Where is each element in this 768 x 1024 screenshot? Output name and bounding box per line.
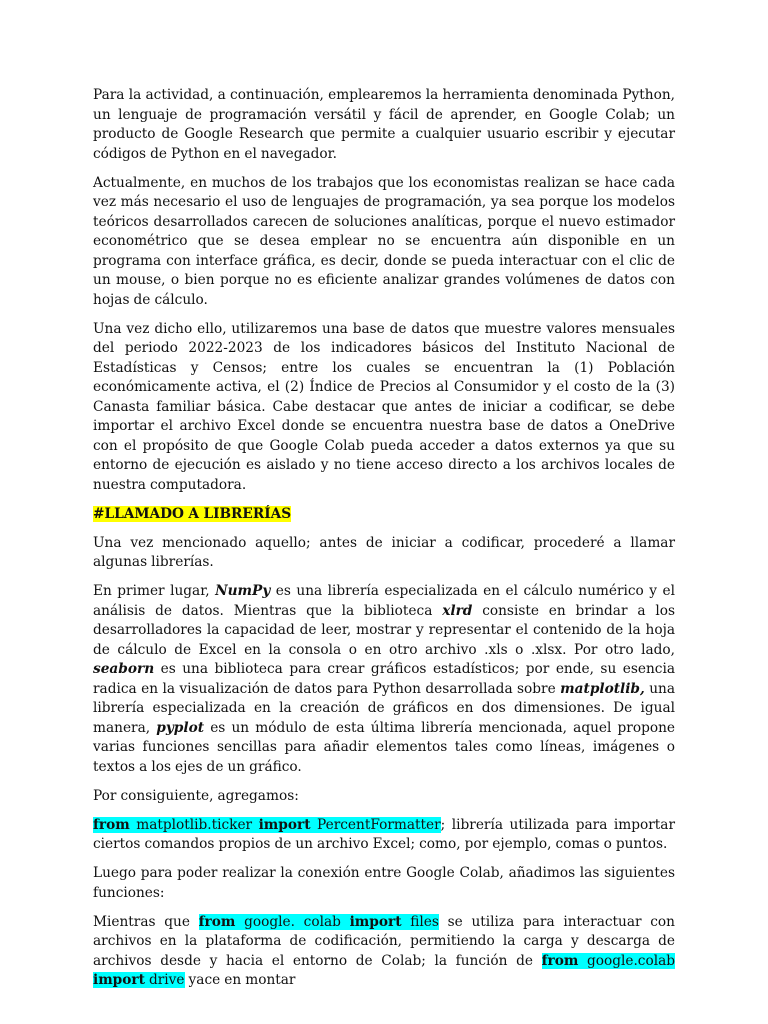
text-run: es un módulo de esta última librería mencionada, aquel propone varias funciones sencillas para añadir elementos tales como líneas, imágenes o textos a los ejes de un gráfico.: [93, 719, 675, 775]
paragraph-database: Una vez dicho ello, utilizaremos una base de datos que muestre valores mensuales del periodo 2022-2023 de los indicadores básicos del Instituto Nacional de Estadísticas y Censos; entre los cuales se encuentran la (1) Población económicamente activa, el (2) Índice de Precios al Consumidor y el costo de la (3) Canasta familiar básica. Cabe destacar que antes de iniciar a codificar, se debe importar el archivo Excel donde se encuentra nuestra base de datos a OneDrive con el propósito de que Google Colab pueda acceder a datos externos ya que su entorno de ejecución es aislado y no tiene acceso directo a los archivos locales de nuestra computadora.: [93, 320, 675, 493]
term-matplotlib: matplotlib,: [560, 680, 645, 697]
code-name: PercentFormatter: [310, 816, 441, 833]
paragraph-libraries-description: [93, 582, 675, 777]
text-run: se utiliza para interactuar con archivos en la plataforma de codificación, permitiendo la carga y descarga de archivos desde y hacia el entorno de Colab; la función de: [93, 913, 675, 969]
code-module: google.colab: [578, 952, 676, 969]
paragraph-colab-files-drive: [93, 913, 675, 991]
keyword-import: import: [349, 913, 402, 930]
paragraph-economists-programming: Actualmente, en muchos de los trabajos que los economistas realizan se hace cada vez más necesario el uso de lenguajes de programación, ya sea porque los modelos teóricos desarrollados carecen de soluciones analíticas, porque el nuevo estimador econométrico que se desea emplear no se encuentra aún disponible en un programa con interface gráfica, es decir, donde se pueda interactuar con el clic de un mouse, o bien porque no es eficiente analizar grandes volúmenes de datos con hojas de cálculo.: [93, 174, 675, 308]
section-heading: [93, 505, 675, 525]
text-run: ; librería utilizada para importar ciertos comandos propios de un archivo Excel; como, por ejemplo, comas o puntos.: [93, 816, 675, 852]
heading-highlight: #LLAMADO A LIBRERÍAS: [93, 505, 292, 522]
keyword-from: from: [198, 913, 236, 930]
code-import-percentformatter: [93, 817, 441, 833]
term-seaborn: seaborn: [93, 661, 155, 677]
paragraph-percent-formatter: [93, 816, 675, 855]
paragraph-colab-connection: Luego para poder realizar la conexión entre Google Colab, añadimos las siguientes funciones:: [93, 865, 675, 901]
code-module: matplotlib.ticker: [129, 816, 259, 833]
keyword-import: import: [258, 816, 311, 833]
term-xlrd: xlrd: [442, 602, 473, 619]
text-run: es una biblioteca para crear gráficos estadísticos; por ende, su esencia radica en la visualización de datos para Python desarrollada sobre: [93, 661, 675, 697]
term-numpy: NumPy: [215, 583, 271, 599]
keyword-from: from: [541, 952, 579, 969]
paragraph-intro-python: Para la actividad, a continuación, emplearemos la herramienta denominada Python, un lenguaje de programación versátil y fácil de aprender, en Google Colab; un producto de Google Research que permite a cualquier usuario escribir y ejecutar códigos de Python en el navegador.: [93, 87, 675, 162]
text-run: consiste en brindar a los desarrolladores la capacidad de leer, mostrar y representar el contenido de la hoja de cálculo de Excel en la consola o en otro archivo .xls o .xlsx. Por otro lado,: [93, 602, 676, 658]
code-import-files: [199, 914, 439, 930]
text-run: yace en montar: [184, 972, 296, 988]
keyword-from: from: [93, 816, 130, 833]
paragraph-we-add: Por consiguiente, agregamos:: [93, 787, 299, 804]
text-run: una librería especializada en la creación de gráficos en dos dimensiones. De igual manera,: [93, 680, 676, 736]
text-run: Mientras que: [93, 913, 199, 930]
code-name: files: [401, 913, 439, 930]
code-module: google. colab: [235, 913, 350, 930]
text-run: es una librería especializada en el cálculo numérico y el análisis de datos. Mientras que la biblioteca: [93, 583, 675, 619]
keyword-import: import: [93, 972, 145, 988]
code-name: drive: [144, 972, 185, 988]
term-pyplot: pyplot: [156, 719, 205, 736]
text-run: En primer lugar,: [93, 583, 216, 599]
paragraph-libraries-intro: Una vez mencionado aquello; antes de iniciar a codificar, procederé a llamar algunas librerías.: [93, 534, 675, 570]
